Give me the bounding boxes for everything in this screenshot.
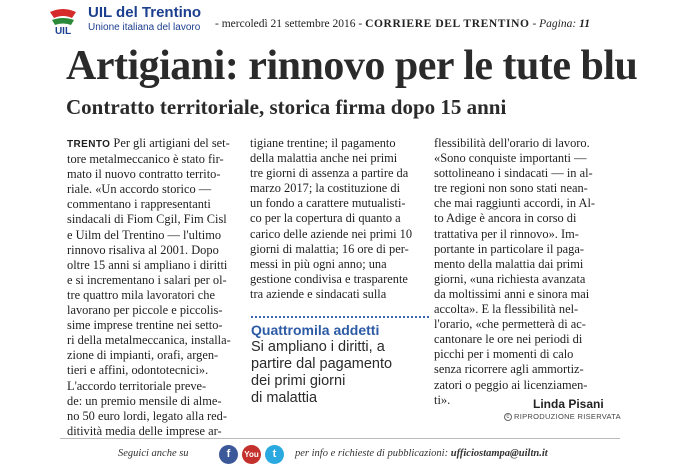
- logo-text: UIL: [54, 26, 72, 36]
- pull-quote-line: Si ampliano i diritti, a: [251, 339, 385, 355]
- text-line: ti».: [434, 392, 451, 407]
- copyright-icon: c: [504, 413, 512, 421]
- pull-quote: [251, 316, 429, 407]
- page-number: 11: [579, 18, 590, 30]
- text-line: che mai raggiunti accordi, in Al-: [434, 196, 596, 211]
- text-line: ditività media delle imprese ar-: [67, 423, 222, 438]
- uil-logo-icon: [46, 8, 80, 36]
- text-line: commentano i rappresentanti: [67, 197, 211, 212]
- contact-email-link[interactable]: ufficiostampa@uiltn.it: [450, 448, 548, 459]
- text-line: de: un premio mensile di almе-: [67, 393, 222, 408]
- article-dateline: TRENTO: [67, 139, 111, 150]
- text-line: picchi per i momenti di calo: [434, 347, 574, 362]
- twitter-icon[interactable]: t: [265, 445, 284, 464]
- text-line: messi in più ogni anno; una: [250, 256, 387, 271]
- text-line: trattativa per il rinnovo». Im-: [434, 226, 579, 241]
- contact-info: [295, 448, 548, 459]
- text-line: mento della malattia dai primi: [434, 256, 584, 271]
- text-line: «Sono conquiste importanti —: [434, 151, 587, 166]
- text-line: tre regioni non sono stati nean-: [434, 181, 588, 196]
- text-line: cantonare le ore nei periodi di: [434, 332, 583, 347]
- newspaper-name: CORRIERE DEL TRENTINO: [365, 18, 530, 30]
- text-line: tigiane trentine; il pagamento: [250, 136, 396, 150]
- text-line: L'accordo territoriale preve-: [67, 378, 207, 393]
- text-line: flessibilità dell'orario di lavoro.: [434, 136, 590, 150]
- text-line: sottolineano i sindacati — in al-: [434, 166, 593, 181]
- text-line: senza ricorrere agli ammortiz-: [434, 362, 584, 377]
- pull-quote-title: Quattromila addetti: [251, 322, 380, 338]
- text-line: marzo 2017; la costituzione di: [250, 181, 401, 196]
- article-column-3: [434, 136, 616, 408]
- pull-quote-text: [251, 339, 429, 407]
- follow-label: Seguici anche su: [118, 448, 189, 459]
- text-line: e Uilm del Trentino — l'ultimo: [67, 227, 222, 242]
- footer-divider: [60, 438, 620, 439]
- text-line: l'orario, «che permetterà di ac-: [434, 317, 586, 332]
- article-column-1: [67, 136, 245, 439]
- text-line: no 50 euro lordi, legato alla red-: [67, 408, 227, 423]
- text-line: tieri e affini, odontotecnici».: [67, 363, 209, 378]
- text-line: tre giorni di assenza a partire da: [250, 166, 409, 181]
- rights-notice: [504, 412, 621, 421]
- pull-quote-divider: [251, 316, 429, 318]
- facebook-icon[interactable]: f: [219, 445, 238, 464]
- org-tagline: Unione italiana del lavoro: [88, 22, 201, 33]
- text-line: co per la copertura di quanto a: [250, 211, 401, 226]
- page-label: - Pagina:: [532, 18, 577, 30]
- page-footer: [0, 432, 676, 475]
- text-line: tore metalmeccanico è stato fir-: [67, 152, 224, 167]
- pull-quote-line: di malattia: [251, 390, 318, 406]
- text-line: portante in particolare il paga-: [434, 241, 584, 256]
- publication-line: [215, 18, 590, 30]
- text-line: tre quattro mila lavoratori che: [67, 287, 215, 302]
- text-line: gestione condivisa e trasparente: [250, 271, 408, 286]
- info-label: per info e richieste di pubblicazioni:: [295, 448, 449, 459]
- text-line: sime imprese trentine nei setto-: [67, 318, 223, 333]
- article-column-2: [250, 136, 430, 302]
- publication-date: - mercoledì 21 settembre 2016 -: [215, 18, 363, 30]
- org-name: UIL del Trentino: [88, 4, 202, 21]
- text-line: sindacali di Fiom Cgil, Fim Cisl: [67, 212, 227, 227]
- rights-text: RIPRODUZIONE RISERVATA: [514, 412, 621, 421]
- text-line: rinnovo risaliva al 2001. Dopo: [67, 242, 219, 257]
- text-line: tra aziende e sindacati sulla: [250, 286, 387, 301]
- headline: Artigiani: rinnovo per le tute blu: [66, 43, 638, 89]
- page-header: [0, 0, 676, 42]
- author-byline: Linda Pisani: [533, 397, 604, 411]
- pull-quote-line: partire dal pagamento: [251, 356, 393, 372]
- text-line: da moltissimi anni e sinora mai: [434, 286, 590, 301]
- text-line: oltre 15 anni si ampliano i diritti: [67, 257, 228, 272]
- text-line: ri della metalmeccanica, installa-: [67, 333, 231, 348]
- text-line: TRENTO Per gli artigiani del set-: [67, 136, 230, 150]
- text-line: carico delle aziende nei primi 10: [250, 226, 413, 241]
- pull-quote-line: dei primi giorni: [251, 373, 346, 389]
- subheadline: Contratto territoriale, storica firma dopo 15 anni: [66, 95, 507, 119]
- text-line: zatori o peggio ai licenziamen-: [434, 377, 588, 392]
- text-line: della malattia anche nei primi: [250, 151, 398, 166]
- youtube-icon[interactable]: You: [242, 445, 261, 464]
- text-line: giorni di malattia; 16 ore di per-: [250, 241, 409, 256]
- text-line: lavorano per piccole e piccolis-: [67, 303, 223, 318]
- text-line: mato il nuovo contratto territo-: [67, 167, 221, 182]
- text-line: un fondo a carattere mutualisti-: [250, 196, 406, 211]
- text-line: accolta». E la flessibilità nel-: [434, 302, 579, 317]
- text-line: riale. «Un accordo storico —: [67, 182, 212, 197]
- text-line: zione di impianti, orafi, argen-: [67, 348, 219, 363]
- text-line: giorni, «una richiesta avanzata: [434, 271, 586, 286]
- text-line: to Adige è ancora in corso di: [434, 211, 577, 226]
- text-line: e si incrementano i salari per ol-: [67, 272, 227, 287]
